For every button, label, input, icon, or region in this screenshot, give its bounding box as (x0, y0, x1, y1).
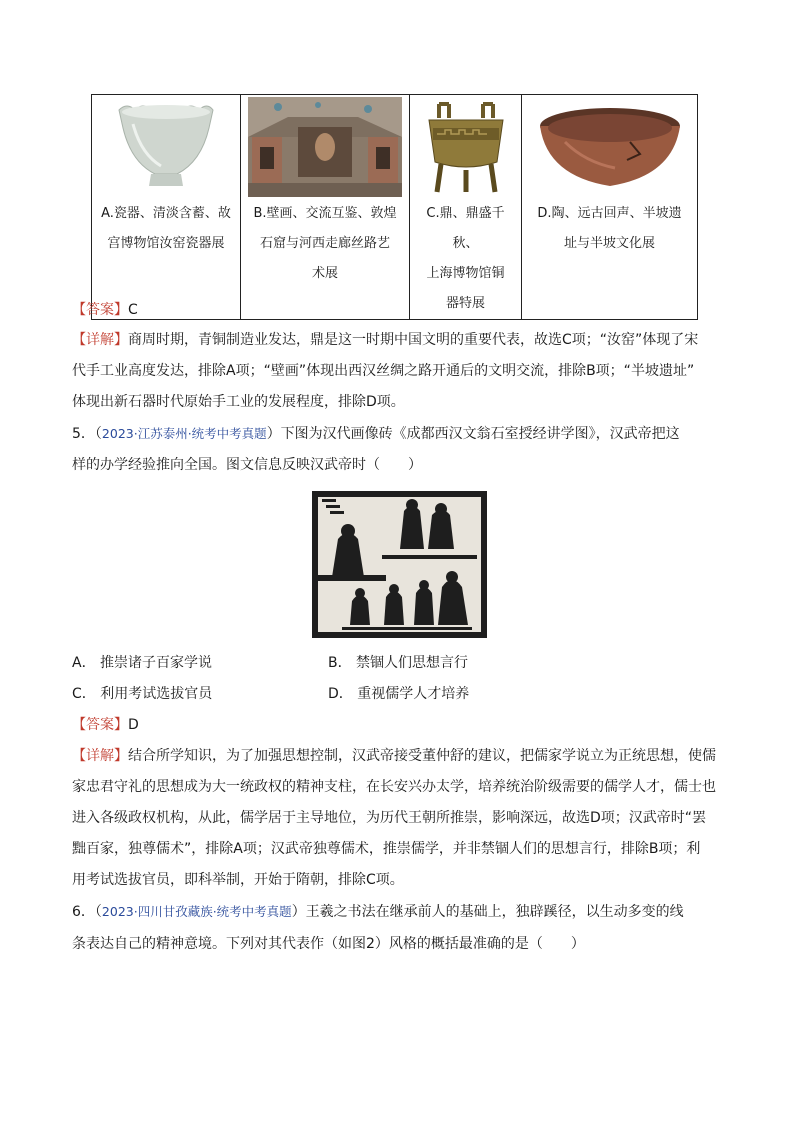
q6-stem-line-2: 条表达自己的精神意境。下列对其代表作（如图2）风格的概括最准确的是（ ） (72, 936, 585, 952)
q5-source: 2023·江苏泰州·统考中考真题 (101, 426, 267, 441)
q4-answer: 【答案】C (72, 302, 138, 318)
pottery-bowl-image (522, 95, 697, 199)
q4-detail-line-2: 代手工业高度发达，排除A项；“壁画”体现出西汉丝绸之路开通后的文明交流，排除B项；“半坡遗址” (72, 363, 695, 379)
q5-stem-line-2: 样的办学经验推向全国。图文信息反映汉武帝时（ ） (72, 457, 422, 473)
artifact-caption-d: D.陶、远古回声、半坡遗 址与半坡文化展 (537, 206, 682, 251)
artifact-table (91, 94, 698, 320)
artifact-cell-d (522, 95, 698, 320)
q5-option-a: A． 推崇诸子百家学说 (72, 655, 213, 671)
q5-stem-line-1: 5．（2023·江苏泰州·统考中考真题）下图为汉代画像砖《成都西汉文翁石室授经讲学图》，汉武帝把这 (72, 426, 680, 442)
q5-detail-line-1: 【详解】结合所学知识，为了加强思想控制，汉武帝接受董仲舒的建议，把儒家学说立为正统思想，使儒 (72, 748, 716, 764)
artifact-cell-b (241, 95, 410, 320)
artifact-caption-b: B.壁画、交流互鉴、敦煌 石窟与河西走廊丝路艺 术展 (253, 206, 397, 281)
q5-detail-line-5: 用考试选拔官员，即科举制，开始于隋朝，排除C项。 (72, 872, 404, 888)
q5-detail-line-4: 黜百家，独尊儒术”，排除A项；汉武帝独尊儒术，推崇儒学，并非禁锢人们的思想言行，排除B项；利 (72, 841, 701, 857)
han-brick-rubbing-image (312, 491, 487, 638)
q5-option-c: C． 利用考试选拔官员 (72, 686, 213, 702)
bronze-ding-image (410, 95, 521, 199)
porcelain-bowl-image (92, 95, 240, 199)
q5-option-d: D． 重视儒学人才培养 (328, 686, 470, 702)
q5-detail-line-2: 家忠君守礼的思想成为大一统政权的精神支柱，在长安兴办太学，培养统治阶级需要的儒学人才，儒士也 (72, 779, 716, 795)
artifact-cell-a (92, 95, 241, 320)
q5-detail-line-3: 进入各级政权机构，从此，儒学居于主导地位，为历代王朝所推崇，影响深远，故选D项；汉武帝时“罢 (72, 810, 707, 826)
artifact-cell-c (410, 95, 522, 320)
q6-stem-line-1: 6．（2023·四川甘孜藏族·统考中考真题）王羲之书法在继承前人的基础上，独辟蹊径，以生动多变的线 (72, 904, 684, 920)
artifact-caption-a: A.瓷器、清淡含蓄、故 宫博物馆汝窑瓷器展 (101, 206, 231, 251)
q6-source: 2023·四川甘孜藏族·统考中考真题 (101, 904, 292, 919)
q5-answer: 【答案】D (72, 717, 139, 733)
cave-mural-image (241, 95, 409, 199)
q4-detail-line-1: 【详解】商周时期，青铜制造业发达，鼎是这一时期中国文明的重要代表，故选C项；“汝窑”体现了宋 (72, 332, 699, 348)
artifact-caption-c: C.鼎、鼎盛千秋、 上海博物馆铜 器特展 (426, 206, 505, 311)
q5-option-b: B． 禁锢人们思想言行 (328, 655, 469, 671)
q4-detail-line-3: 体现出新石器时代原始手工业的发展程度，排除D项。 (72, 394, 405, 410)
